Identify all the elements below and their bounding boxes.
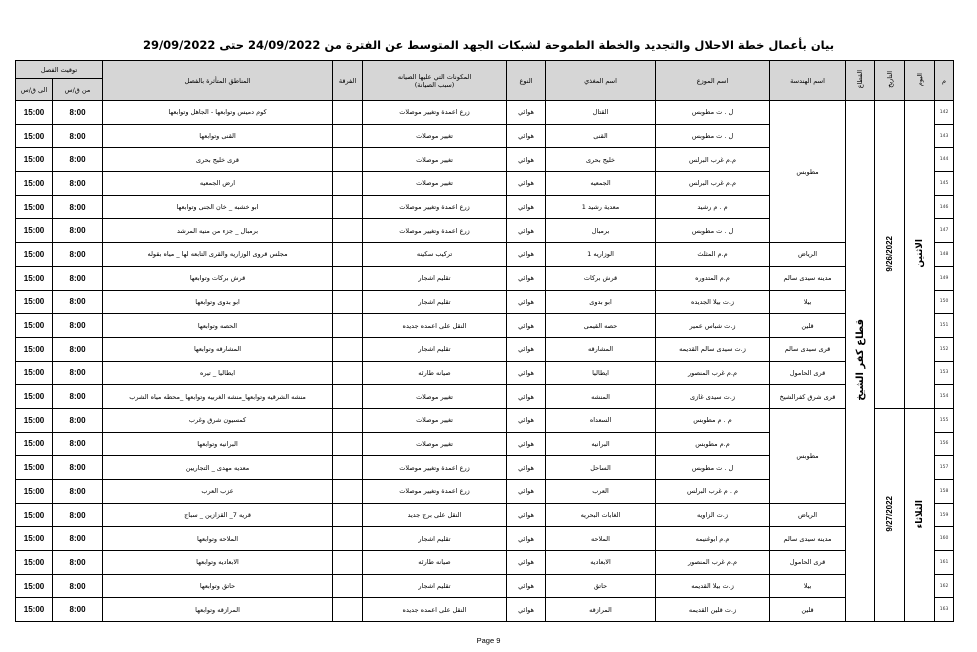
from-time-cell: 8:00 bbox=[53, 385, 103, 409]
to-time-cell: 15:00 bbox=[16, 408, 53, 432]
row-number: 142 bbox=[935, 101, 954, 125]
team-cell bbox=[333, 551, 363, 575]
areas-cell: المشارقه وتوابعها bbox=[103, 337, 333, 361]
header-date bbox=[875, 61, 905, 101]
engineering-cell: قرى سيدى سالم bbox=[770, 337, 846, 361]
header-sector-label: القطاع bbox=[856, 70, 865, 89]
header-team: الفرقة bbox=[333, 61, 363, 101]
areas-cell: القنى وتوابعها bbox=[103, 124, 333, 148]
header-components bbox=[363, 61, 507, 101]
team-cell bbox=[333, 408, 363, 432]
from-time-cell: 8:00 bbox=[53, 551, 103, 575]
to-time-cell: 15:00 bbox=[16, 101, 53, 125]
components-cell: تغيير موصلات bbox=[363, 408, 507, 432]
feeder-cell: الغابات البحريه bbox=[546, 503, 656, 527]
team-cell bbox=[333, 124, 363, 148]
areas-cell: معديه مهدى _ التجاريين bbox=[103, 456, 333, 480]
engineering-cell: مطوبس bbox=[770, 408, 846, 503]
areas-cell: ايطاليا _ تيره bbox=[103, 361, 333, 385]
day-cell bbox=[905, 101, 935, 409]
to-time-cell: 15:00 bbox=[16, 124, 53, 148]
table-row bbox=[16, 408, 954, 432]
from-time-cell: 8:00 bbox=[53, 195, 103, 219]
from-time-cell: 8:00 bbox=[53, 266, 103, 290]
type-cell: هوائي bbox=[507, 337, 546, 361]
distributor-cell: م.م غرب المنصور bbox=[656, 361, 770, 385]
row-number: 161 bbox=[935, 551, 954, 575]
to-time-cell: 15:00 bbox=[16, 574, 53, 598]
from-time-cell: 8:00 bbox=[53, 361, 103, 385]
areas-cell: البرانيه وتوابعها bbox=[103, 432, 333, 456]
distributor-cell: ز.ت بيلا الجديده bbox=[656, 290, 770, 314]
date-cell bbox=[875, 408, 905, 621]
header-type: النوع bbox=[507, 61, 546, 101]
type-cell: هوائي bbox=[507, 101, 546, 125]
team-cell bbox=[333, 195, 363, 219]
areas-cell: الحصه وتوابعها bbox=[103, 314, 333, 338]
engineering-cell: قلين bbox=[770, 598, 846, 622]
distributor-cell: ل . ت مطوبس bbox=[656, 101, 770, 125]
distributor-cell: م.م غرب البرلس bbox=[656, 148, 770, 172]
components-cell: تقليم اشجار bbox=[363, 337, 507, 361]
areas-cell: ابو بدوى وتوابعها bbox=[103, 290, 333, 314]
type-cell: هوائي bbox=[507, 385, 546, 409]
row-number: 152 bbox=[935, 337, 954, 361]
components-cell: النقل على اعمده جديده bbox=[363, 598, 507, 622]
row-number: 159 bbox=[935, 503, 954, 527]
feeder-cell: حاتق bbox=[546, 574, 656, 598]
distributor-cell: ل . ت مطوبس bbox=[656, 124, 770, 148]
distributor-cell: م . م مطوبس bbox=[656, 408, 770, 432]
areas-cell: الملاحه وتوابعها bbox=[103, 527, 333, 551]
components-cell: تغيير موصلات bbox=[363, 385, 507, 409]
distributor-cell: ز.ت قلين القديمه bbox=[656, 598, 770, 622]
header-from: من ق/س bbox=[53, 79, 103, 101]
team-cell bbox=[333, 172, 363, 196]
to-time-cell: 15:00 bbox=[16, 361, 53, 385]
feeder-cell: خليج بحرى bbox=[546, 148, 656, 172]
type-cell: هوائي bbox=[507, 480, 546, 504]
day-cell-label: الثلاثاء bbox=[914, 499, 925, 529]
row-number: 144 bbox=[935, 148, 954, 172]
from-time-cell: 8:00 bbox=[53, 337, 103, 361]
areas-cell: الابعاديه وتوابعها bbox=[103, 551, 333, 575]
row-number: 146 bbox=[935, 195, 954, 219]
engineering-cell: بيلا bbox=[770, 574, 846, 598]
sector-cell bbox=[846, 101, 875, 622]
to-time-cell: 15:00 bbox=[16, 503, 53, 527]
to-time-cell: 15:00 bbox=[16, 219, 53, 243]
row-number: 148 bbox=[935, 243, 954, 267]
type-cell: هوائي bbox=[507, 243, 546, 267]
components-cell: صيانه طارئه bbox=[363, 551, 507, 575]
distributor-cell: م.م المتدوره bbox=[656, 266, 770, 290]
team-cell bbox=[333, 290, 363, 314]
team-cell bbox=[333, 503, 363, 527]
header-day-label: اليوم bbox=[915, 72, 924, 87]
row-number: 143 bbox=[935, 124, 954, 148]
feeder-cell: المشارقه bbox=[546, 337, 656, 361]
team-cell bbox=[333, 480, 363, 504]
components-cell: زرع اعمدة وتغيير موصلات bbox=[363, 480, 507, 504]
table-body bbox=[16, 101, 954, 622]
to-time-cell: 15:00 bbox=[16, 172, 53, 196]
from-time-cell: 8:00 bbox=[53, 172, 103, 196]
to-time-cell: 15:00 bbox=[16, 314, 53, 338]
distributor-cell: ز.ت سيدى سالم القديمه bbox=[656, 337, 770, 361]
header-engineering: اسم الهندسة bbox=[770, 61, 846, 101]
team-cell bbox=[333, 527, 363, 551]
type-cell: هوائي bbox=[507, 456, 546, 480]
areas-cell: ابو خشبه _ خان الجنى وتوابعها bbox=[103, 195, 333, 219]
components-cell: زرع اعمدة وتغيير موصلات bbox=[363, 219, 507, 243]
feeder-cell: الساحل bbox=[546, 456, 656, 480]
type-cell: هوائي bbox=[507, 172, 546, 196]
components-cell: زرع اعمدة وتغيير موصلات bbox=[363, 456, 507, 480]
table-row bbox=[16, 385, 954, 409]
distributor-cell: م.م غرب البرلس bbox=[656, 172, 770, 196]
feeder-cell: الجمعيه bbox=[546, 172, 656, 196]
date-cell-label: 9/27/2022 bbox=[885, 496, 895, 532]
from-time-cell: 8:00 bbox=[53, 219, 103, 243]
team-cell bbox=[333, 385, 363, 409]
type-cell: هوائي bbox=[507, 598, 546, 622]
feeder-cell: المرازقه bbox=[546, 598, 656, 622]
table-row bbox=[16, 101, 954, 125]
distributor-cell: م.م المثلث bbox=[656, 243, 770, 267]
team-cell bbox=[333, 266, 363, 290]
from-time-cell: 8:00 bbox=[53, 432, 103, 456]
from-time-cell: 8:00 bbox=[53, 314, 103, 338]
date-cell-label: 9/26/2022 bbox=[885, 235, 895, 272]
feeder-cell: القنى bbox=[546, 124, 656, 148]
header-day bbox=[905, 61, 935, 101]
engineering-cell: الرياض bbox=[770, 503, 846, 527]
engineering-cell: قرى الحامول bbox=[770, 361, 846, 385]
header-date-label: التاريخ bbox=[885, 71, 894, 88]
to-time-cell: 15:00 bbox=[16, 456, 53, 480]
areas-cell: حاتق وتوابعها bbox=[103, 574, 333, 598]
components-cell: تقليم اشجار bbox=[363, 290, 507, 314]
type-cell: هوائي bbox=[507, 527, 546, 551]
from-time-cell: 8:00 bbox=[53, 101, 103, 125]
areas-cell: برمبال _ جزء من منيه المرشد bbox=[103, 219, 333, 243]
table-row bbox=[16, 551, 954, 575]
distributor-cell: ز.ت بيلا القديمه bbox=[656, 574, 770, 598]
from-time-cell: 8:00 bbox=[53, 598, 103, 622]
feeder-cell: ايطاليا bbox=[546, 361, 656, 385]
row-number: 157 bbox=[935, 456, 954, 480]
table-row bbox=[16, 574, 954, 598]
type-cell: هوائي bbox=[507, 266, 546, 290]
engineering-cell: قلين bbox=[770, 314, 846, 338]
to-time-cell: 15:00 bbox=[16, 195, 53, 219]
team-cell bbox=[333, 361, 363, 385]
type-cell: هوائي bbox=[507, 124, 546, 148]
table-row bbox=[16, 527, 954, 551]
type-cell: هوائي bbox=[507, 551, 546, 575]
distributor-cell: م . م غرب البرلس bbox=[656, 480, 770, 504]
type-cell: هوائي bbox=[507, 148, 546, 172]
components-cell: تقليم اشجار bbox=[363, 574, 507, 598]
feeder-cell: حصه القيمى bbox=[546, 314, 656, 338]
areas-cell: قرش بركات وتوابعها bbox=[103, 266, 333, 290]
from-time-cell: 8:00 bbox=[53, 243, 103, 267]
distributor-cell: ز.ت شباس عمير bbox=[656, 314, 770, 338]
areas-cell: ارض الجمعيه bbox=[103, 172, 333, 196]
row-number: 153 bbox=[935, 361, 954, 385]
team-cell bbox=[333, 148, 363, 172]
from-time-cell: 8:00 bbox=[53, 503, 103, 527]
engineering-cell: قرى الحامول bbox=[770, 551, 846, 575]
to-time-cell: 15:00 bbox=[16, 551, 53, 575]
type-cell: هوائي bbox=[507, 290, 546, 314]
to-time-cell: 15:00 bbox=[16, 266, 53, 290]
type-cell: هوائي bbox=[507, 574, 546, 598]
feeder-cell: القتال bbox=[546, 101, 656, 125]
row-number: 147 bbox=[935, 219, 954, 243]
to-time-cell: 15:00 bbox=[16, 290, 53, 314]
components-cell: زرع اعمدة وتغيير موصلات bbox=[363, 195, 507, 219]
to-time-cell: 15:00 bbox=[16, 243, 53, 267]
row-number: 155 bbox=[935, 408, 954, 432]
feeder-cell: الوزاريه 1 bbox=[546, 243, 656, 267]
components-cell: تركيب سكينه bbox=[363, 243, 507, 267]
to-time-cell: 15:00 bbox=[16, 337, 53, 361]
day-cell-label: الاثنين bbox=[914, 239, 925, 268]
engineering-cell: قرى شرق كفرالشيخ bbox=[770, 385, 846, 409]
table-row bbox=[16, 290, 954, 314]
table-row bbox=[16, 361, 954, 385]
to-time-cell: 15:00 bbox=[16, 598, 53, 622]
feeder-cell: المنشه bbox=[546, 385, 656, 409]
header-num: م bbox=[935, 61, 954, 101]
type-cell: هوائي bbox=[507, 503, 546, 527]
engineering-cell: مدينه سيدى سالم bbox=[770, 266, 846, 290]
feeder-cell: العرب bbox=[546, 480, 656, 504]
from-time-cell: 8:00 bbox=[53, 290, 103, 314]
feeder-cell: البرانيه bbox=[546, 432, 656, 456]
team-cell bbox=[333, 101, 363, 125]
type-cell: هوائي bbox=[507, 361, 546, 385]
feeder-cell: السعداه bbox=[546, 408, 656, 432]
distributor-cell: ز.ت سيدى غازى bbox=[656, 385, 770, 409]
day-cell bbox=[905, 408, 935, 621]
distributor-cell: م . م رشيد bbox=[656, 195, 770, 219]
header-components-label: المكونات التي عليها الصيانه bbox=[397, 72, 472, 81]
components-cell: تغيير موصلات bbox=[363, 172, 507, 196]
from-time-cell: 8:00 bbox=[53, 408, 103, 432]
header-timing: توقيت الفصل bbox=[16, 61, 103, 79]
table-row bbox=[16, 503, 954, 527]
team-cell bbox=[333, 314, 363, 338]
team-cell bbox=[333, 574, 363, 598]
feeder-cell: قرش بركات bbox=[546, 266, 656, 290]
feeder-cell: الملاحه bbox=[546, 527, 656, 551]
table-row bbox=[16, 266, 954, 290]
components-cell: النقل على اعمده جديده bbox=[363, 314, 507, 338]
document-title: بيان بأعمال خطة الاحلال والتجديد والخطة الطموحة لشبكات الجهد المتوسط عن الفترة من 24/09/2022 حتى 29/09/2022 bbox=[142, 38, 835, 52]
header-sector bbox=[846, 61, 875, 101]
header-feeder: اسم المغذي bbox=[546, 61, 656, 101]
components-cell: زرع اعمدة وتغيير موصلات bbox=[363, 101, 507, 125]
components-cell: تقليم اشجار bbox=[363, 266, 507, 290]
from-time-cell: 8:00 bbox=[53, 480, 103, 504]
from-time-cell: 8:00 bbox=[53, 574, 103, 598]
type-cell: هوائي bbox=[507, 195, 546, 219]
to-time-cell: 15:00 bbox=[16, 385, 53, 409]
row-number: 145 bbox=[935, 172, 954, 196]
areas-cell: منشه الشرقيه وتوابعها_منشه الغربيه وتوابعها _محطه مياه الشرب bbox=[103, 385, 333, 409]
from-time-cell: 8:00 bbox=[53, 527, 103, 551]
maintenance-schedule-table bbox=[15, 60, 954, 622]
row-number: 151 bbox=[935, 314, 954, 338]
row-number: 158 bbox=[935, 480, 954, 504]
to-time-cell: 15:00 bbox=[16, 527, 53, 551]
distributor-cell: ل . ت مطوبس bbox=[656, 219, 770, 243]
team-cell bbox=[333, 337, 363, 361]
distributor-cell: م.م مطوبس bbox=[656, 432, 770, 456]
feeder-cell: الابعاديه bbox=[546, 551, 656, 575]
header-distributor: اسم الموزع bbox=[656, 61, 770, 101]
areas-cell: عزب العرب bbox=[103, 480, 333, 504]
from-time-cell: 8:00 bbox=[53, 456, 103, 480]
table-row bbox=[16, 337, 954, 361]
feeder-cell: معدية رشيد 1 bbox=[546, 195, 656, 219]
feeder-cell: برمبال bbox=[546, 219, 656, 243]
header-to: الى ق/س bbox=[16, 79, 53, 101]
team-cell bbox=[333, 432, 363, 456]
components-cell: تغيير موصلات bbox=[363, 432, 507, 456]
distributor-cell: ل . ت مطوبس bbox=[656, 456, 770, 480]
areas-cell: قرى خليج بحرى bbox=[103, 148, 333, 172]
table-row bbox=[16, 314, 954, 338]
team-cell bbox=[333, 219, 363, 243]
components-cell: تغيير موصلات bbox=[363, 124, 507, 148]
row-number: 162 bbox=[935, 574, 954, 598]
to-time-cell: 15:00 bbox=[16, 148, 53, 172]
header-areas: المناطق المتأثرة بالفصل bbox=[103, 61, 333, 101]
team-cell bbox=[333, 456, 363, 480]
components-cell: تقليم اشجار bbox=[363, 527, 507, 551]
areas-cell: كوم دميس وتوابعها - الجاهل وتوابعها bbox=[103, 101, 333, 125]
components-cell: تغيير موصلات bbox=[363, 148, 507, 172]
distributor-cell: م.م غرب المنصور bbox=[656, 551, 770, 575]
distributor-cell: ز.ت الزاويه bbox=[656, 503, 770, 527]
row-number: 160 bbox=[935, 527, 954, 551]
areas-cell: قريه 7_ القزازين _ سباج bbox=[103, 503, 333, 527]
type-cell: هوائي bbox=[507, 432, 546, 456]
to-time-cell: 15:00 bbox=[16, 480, 53, 504]
areas-cell: المرازقه وتوابعها bbox=[103, 598, 333, 622]
feeder-cell: ابو بدوى bbox=[546, 290, 656, 314]
from-time-cell: 8:00 bbox=[53, 148, 103, 172]
areas-cell: مجلس قروى الوزاريه والقرى التابعه لها _ مياه بقوله bbox=[103, 243, 333, 267]
engineering-cell: مطوبس bbox=[770, 101, 846, 243]
areas-cell: كمسيون شرق وغرب bbox=[103, 408, 333, 432]
row-number: 149 bbox=[935, 266, 954, 290]
type-cell: هوائي bbox=[507, 408, 546, 432]
from-time-cell: 8:00 bbox=[53, 124, 103, 148]
engineering-cell: مدينه سيدى سالم bbox=[770, 527, 846, 551]
date-cell bbox=[875, 101, 905, 409]
sector-cell-label: قطاع كفر الشيخ bbox=[854, 319, 866, 401]
header-components-sub: (سبب الصيانة) bbox=[414, 80, 455, 89]
to-time-cell: 15:00 bbox=[16, 432, 53, 456]
row-number: 156 bbox=[935, 432, 954, 456]
page-number: Page 9 bbox=[476, 636, 501, 645]
team-cell bbox=[333, 598, 363, 622]
row-number: 154 bbox=[935, 385, 954, 409]
distributor-cell: م.م ابوغنيمه bbox=[656, 527, 770, 551]
engineering-cell: بيلا bbox=[770, 290, 846, 314]
table-row bbox=[16, 598, 954, 622]
components-cell: النقل على برج جديد bbox=[363, 503, 507, 527]
team-cell bbox=[333, 243, 363, 267]
engineering-cell: الرياض bbox=[770, 243, 846, 267]
type-cell: هوائي bbox=[507, 219, 546, 243]
row-number: 163 bbox=[935, 598, 954, 622]
row-number: 150 bbox=[935, 290, 954, 314]
components-cell: صيانه طارئه bbox=[363, 361, 507, 385]
type-cell: هوائي bbox=[507, 314, 546, 338]
table-row bbox=[16, 243, 954, 267]
